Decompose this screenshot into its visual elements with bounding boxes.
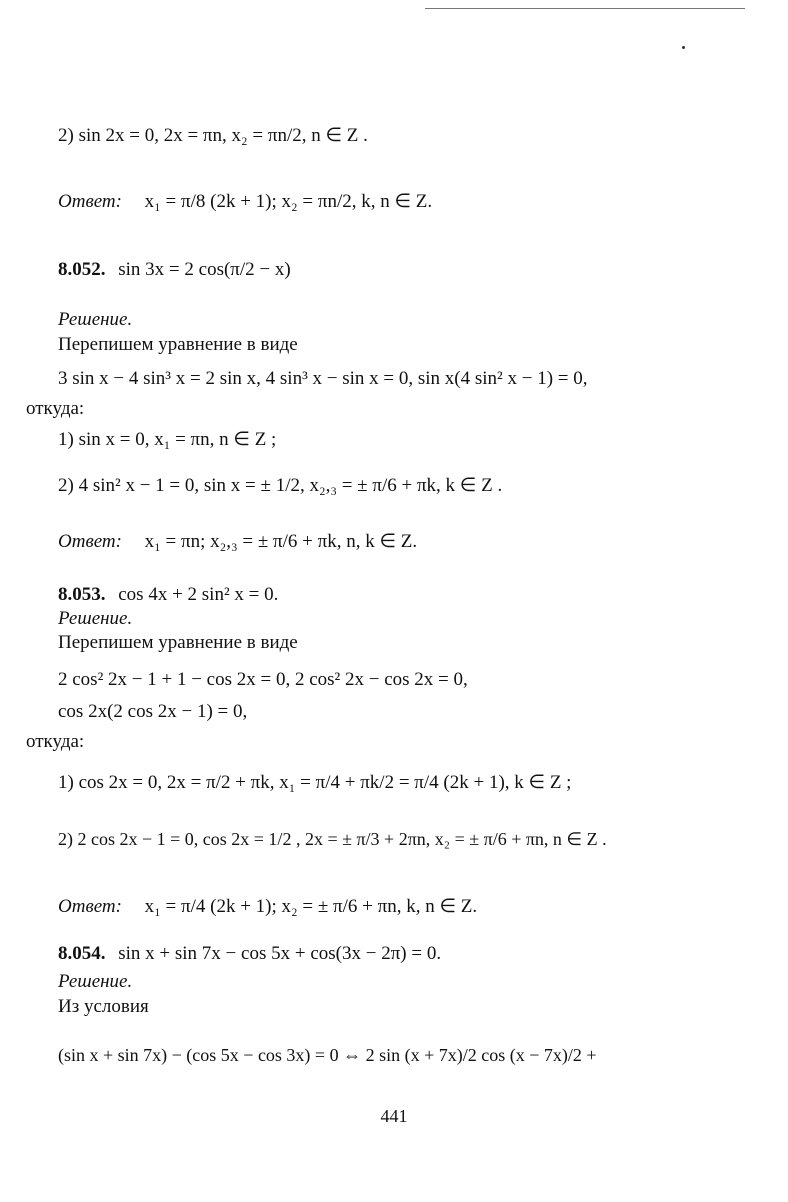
solution-heading: Решение.: [58, 309, 133, 330]
scan-artifact-speck: [682, 46, 685, 49]
answer-text: x₁ = π/4 (2k + 1); x₂ = ± π/6 + πn, k, n ∈ Z.: [144, 896, 478, 917]
problem-equation: sin x + sin 7x − cos 5x + cos(3x − 2π) = 0.: [118, 943, 442, 964]
answer-line: [58, 190, 432, 214]
problem-number: 8.053.: [58, 584, 106, 605]
answer-line: [58, 530, 417, 554]
answer-label: Ответ:: [58, 191, 122, 212]
text-line: Перепишем уравнение в виде: [58, 632, 298, 653]
equation-line: 2) 2 cos 2x − 1 = 0, cos 2x = 1/2 , 2x = ± π/3 + 2πn, x₂ = ± π/6 + πn, n ∈ Z .: [58, 829, 607, 849]
page-number: 441: [380, 1106, 408, 1126]
problem-equation: cos 4x + 2 sin² x = 0.: [118, 584, 279, 605]
solution-heading: Решение.: [58, 608, 133, 629]
answer-label: Ответ:: [58, 531, 122, 552]
equation-line: 2) 4 sin² x − 1 = 0, sin x = ± 1/2, x₂,₃ = ± π/6 + πk, k ∈ Z .: [58, 475, 503, 496]
problem-equation: sin 3x = 2 cos(π/2 − x): [118, 259, 291, 280]
problem-heading: [58, 583, 278, 607]
text-line: Из условия: [58, 996, 149, 1017]
equation-line: 1) cos 2x = 0, 2x = π/2 + πk, x₁ = π/4 + πk/2 = π/4 (2k + 1), k ∈ Z ;: [58, 772, 572, 793]
equation-line: 1) sin x = 0, x₁ = πn, n ∈ Z ;: [58, 429, 277, 450]
answer-label: Ответ:: [58, 896, 122, 917]
text-line: откуда:: [26, 398, 85, 419]
text-line: Перепишем уравнение в виде: [58, 334, 298, 355]
equation-line: (sin x + sin 7x) − (cos 5x − cos 3x) = 0 ⇔ 2 sin (x + 7x)/2 cos (x − 7x)/2 +: [58, 1045, 597, 1065]
solution-heading: Решение.: [58, 971, 133, 992]
problem-heading: [58, 942, 441, 966]
answer-line: [58, 895, 477, 919]
answer-text: x₁ = πn; x₂,₃ = ± π/6 + πk, n, k ∈ Z.: [144, 531, 418, 552]
answer-text: x₁ = π/8 (2k + 1); x₂ = πn/2, k, n ∈ Z.: [144, 191, 433, 212]
problem-number: 8.052.: [58, 259, 106, 280]
equation-line: 2 cos² 2x − 1 + 1 − cos 2x = 0, 2 cos² 2x − cos 2x = 0,: [58, 669, 468, 690]
problem-heading: [58, 258, 291, 282]
solution-line: 2) sin 2x = 0, 2x = πn, x₂ = πn/2, n ∈ Z .: [58, 125, 368, 146]
problem-number: 8.054.: [58, 943, 106, 964]
text-line: откуда:: [26, 731, 85, 752]
equation-line: cos 2x(2 cos 2x − 1) = 0,: [58, 701, 248, 722]
equation-line: 3 sin x − 4 sin³ x = 2 sin x, 4 sin³ x − sin x = 0, sin x(4 sin² x − 1) = 0,: [58, 368, 588, 389]
scan-artifact-rule: [425, 8, 745, 9]
